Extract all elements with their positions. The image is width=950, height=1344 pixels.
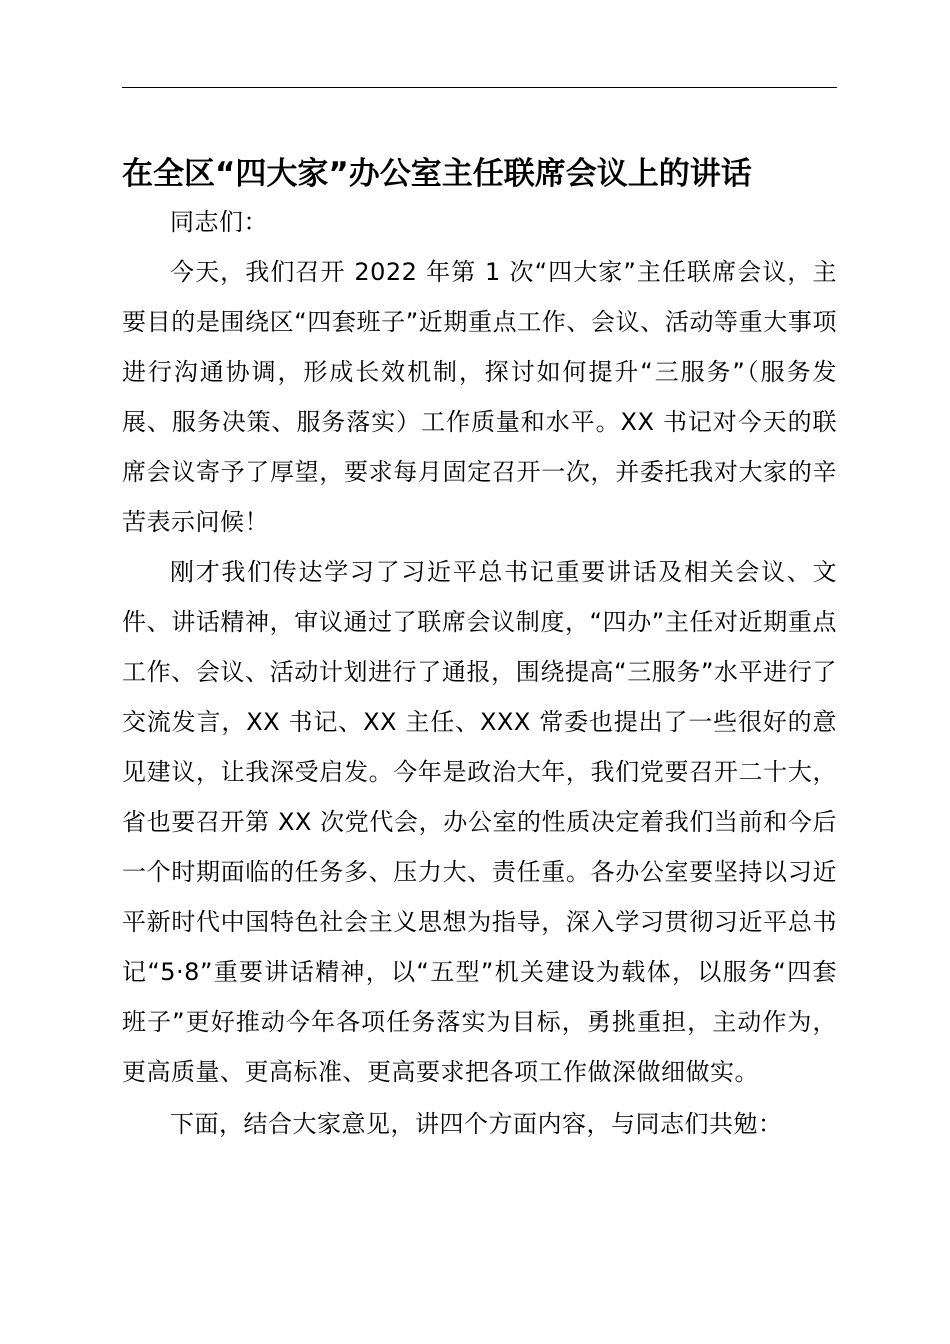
paragraph-main: 刚才我们传达学习了习近平总书记重要讲话及相关会议、文件、讲话精神，审议通过了联席会议制度，“四办”主任对近期重点工作、会议、活动计划进行了通报，围绕提高“三服务”水平进行了交流发言，XX 书记、XX 主任、XXX 常委也提出了一些很好的意见建议，让我深受启发。今年是政治大年，我们党要召开二十大，省也要召开第 XX 次党代会，办公室的性质决定着我们当前和今后一个时期面临的任务多、压力大、责任重。各办公室要坚持以习近平新时代中国特色社会主义思想为指导，深入学习贯彻习近平总书记“5·8”重要讲话精神，以“五型”机关建设为载体，以服务“四套班子”更好推动今年各项任务落实为目标，勇挑重担，主动作为，更高质量、更高标准、更高要求把各项工作做深做细做实。 bbox=[122, 558, 837, 1086]
document-body bbox=[122, 197, 837, 1149]
paragraph-transition: 下面，结合大家意见，讲四个方面内容，与同志们共勉： bbox=[170, 1110, 783, 1138]
header-rule bbox=[122, 87, 837, 88]
salutation: 同志们： bbox=[170, 208, 268, 236]
document-title: 在全区“四大家”办公室主任联席会议上的讲话 bbox=[122, 156, 752, 192]
paragraph-opening: 今天，我们召开 2022 年第 1 次“四大家”主任联席会议，主要目的是围绕区“四套班子”近期重点工作、会议、活动等重大事项进行沟通协调，形成长效机制，探讨如何提升“三服务”（服务发展、服务决策、服务落实）工作质量和水平。XX 书记对今天的联席会议寄予了厚望，要求每月固定召开一次，并委托我对大家的辛苦表示问候！ bbox=[122, 258, 837, 536]
